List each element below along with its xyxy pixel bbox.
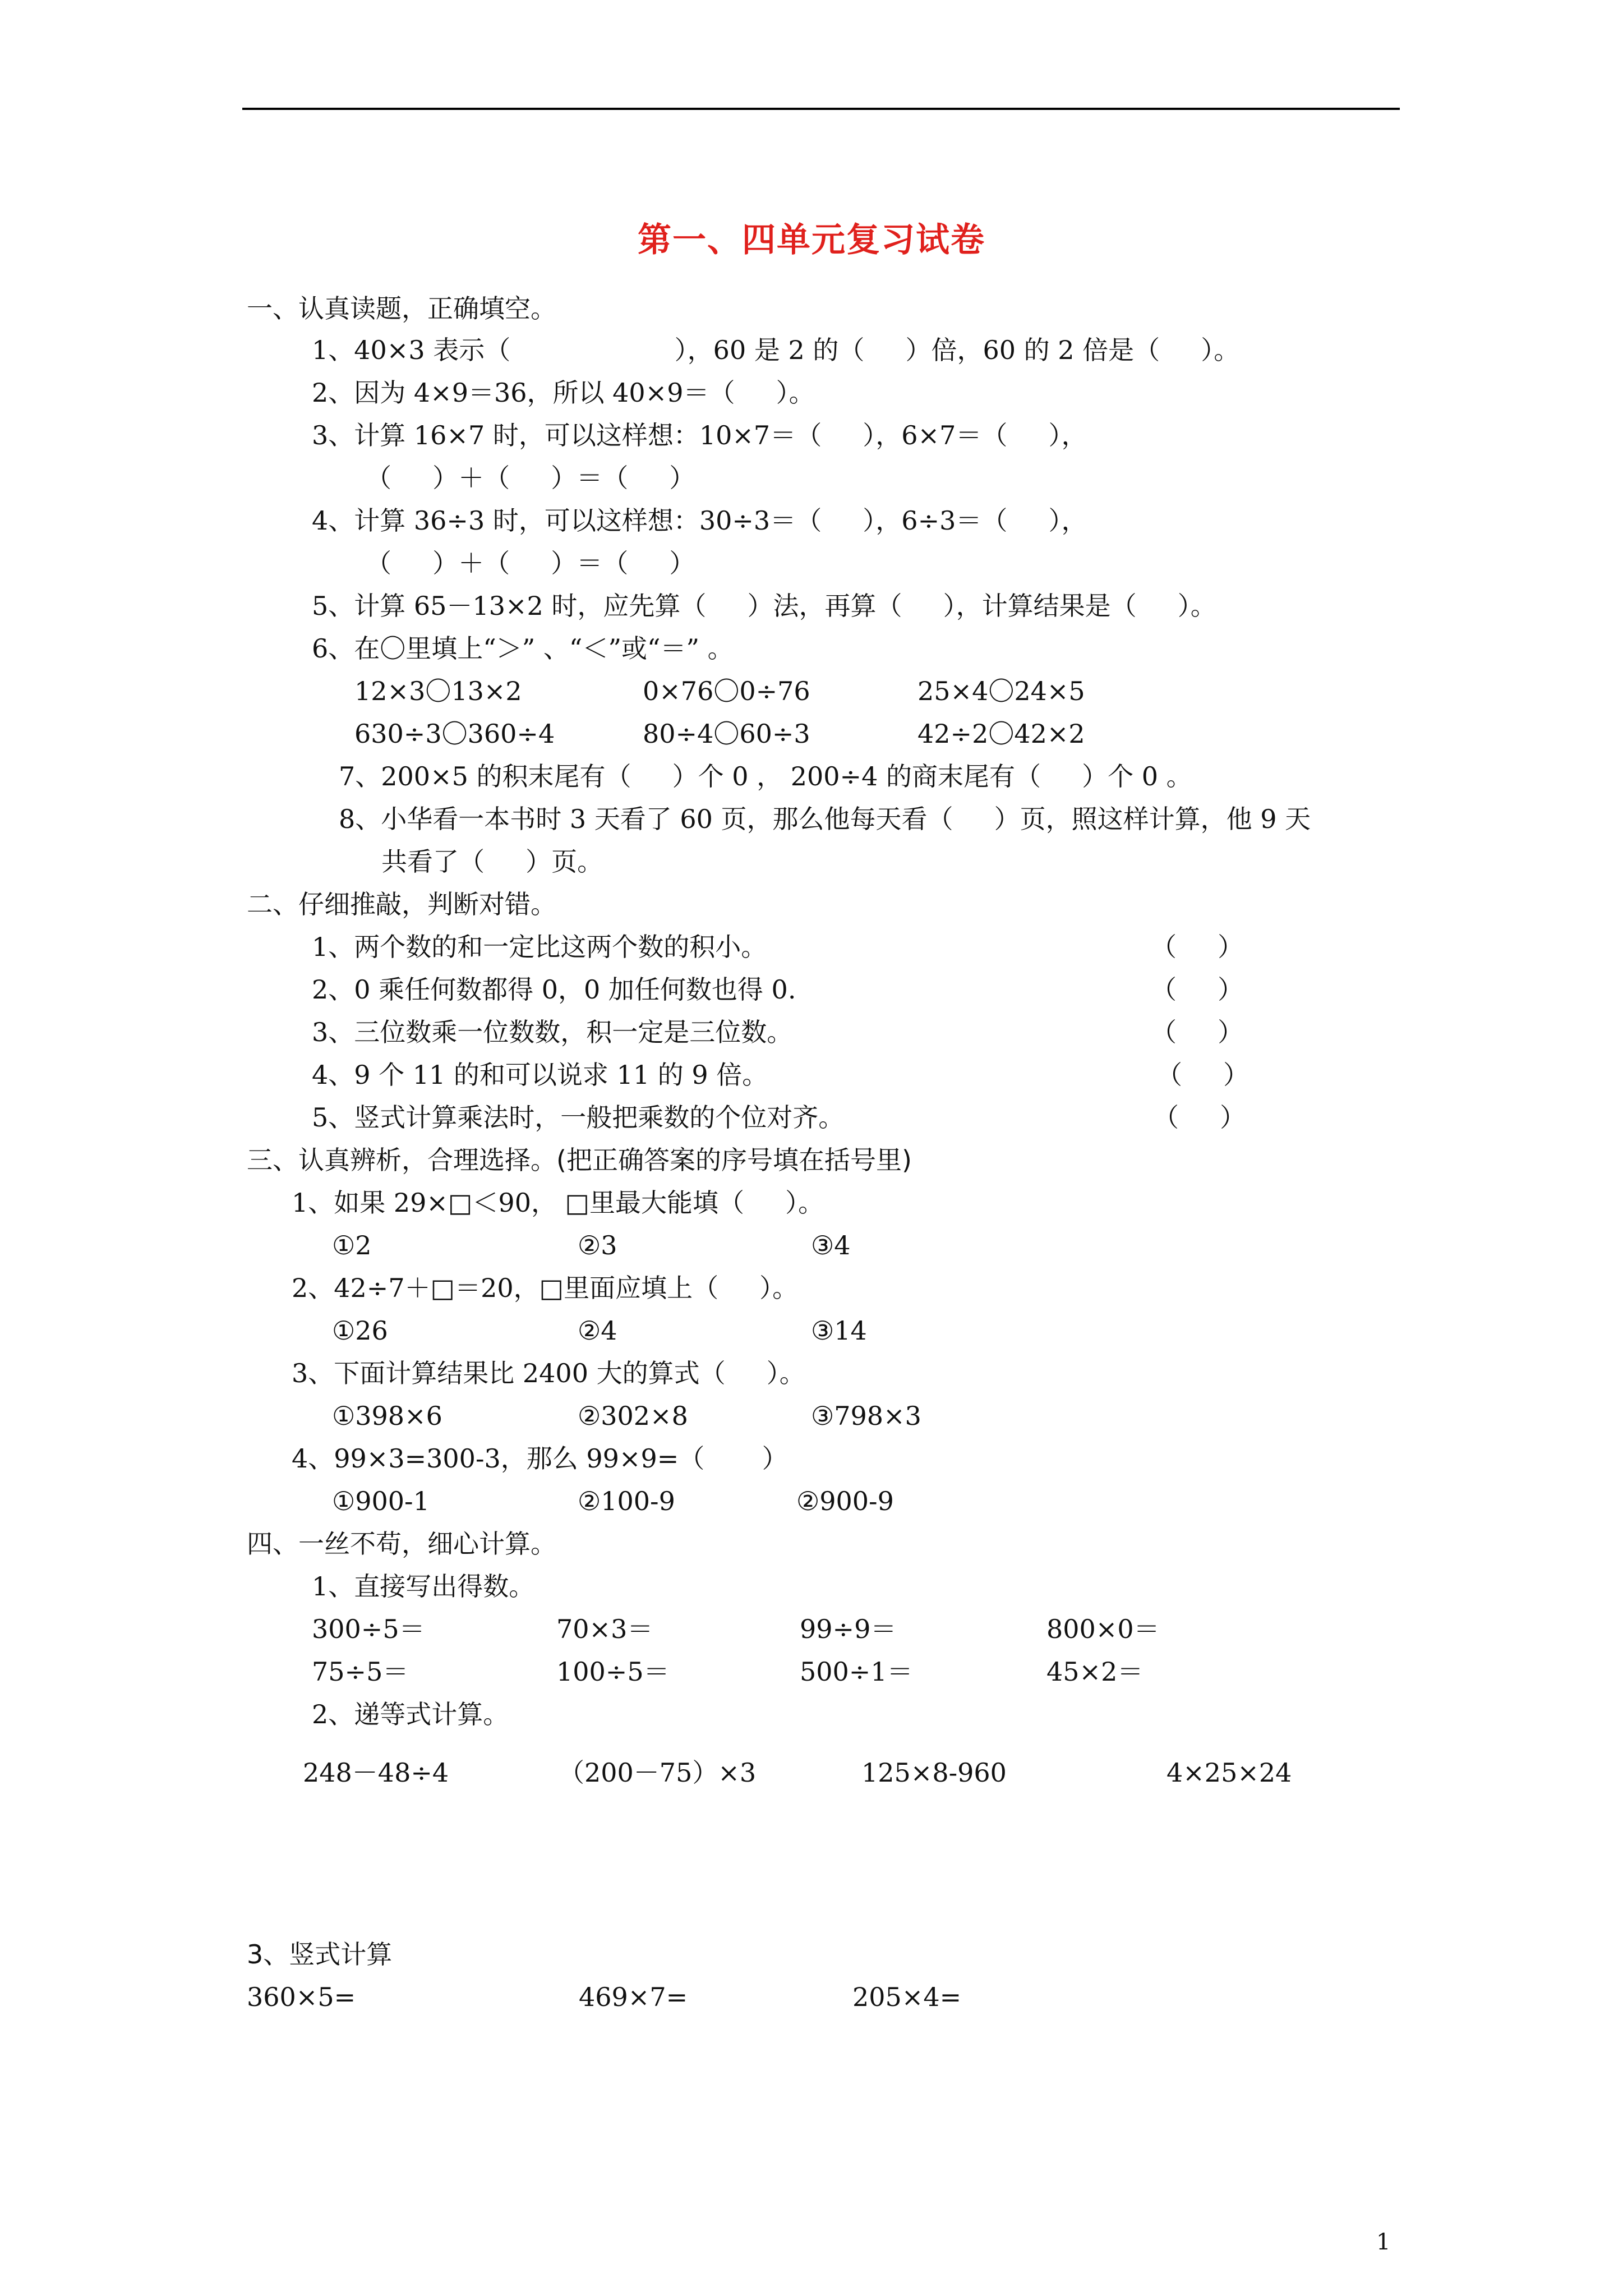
judge-item: 2、0 乘任何数都得 0，0 加任何数也得 0. <box>312 974 796 1005</box>
choice-question-2: 2、42÷7＋□＝20，□里面应填上（ ）。 <box>292 1273 799 1303</box>
choice-option: ②100-9 <box>578 1486 675 1516</box>
stepwise-item: 125×8-960 <box>861 1757 1007 1788</box>
section-3-heading: 三、认真辨析，合理选择。(把正确答案的序号填在括号里) <box>247 1145 912 1175</box>
s1-question-4-line2: （ ）＋（ ）＝（ ） <box>366 548 695 578</box>
calc-item: 500÷1＝ <box>800 1657 913 1687</box>
s1-question-3: 3、计算 16×7 时，可以这样想：10×7＝（ ），6×7＝（ ）， <box>312 420 1087 450</box>
header-rule <box>242 108 1400 110</box>
calc-part-1-label: 1、直接写出得数。 <box>312 1571 535 1602</box>
judge-item: 5、竖式计算乘法时，一般把乘数的个位对齐。 <box>312 1102 845 1133</box>
s1-question-7: 7、200×5 的积末尾有（ ）个 0 ， 200÷4 的商末尾有（ ）个 0 。 <box>339 761 1192 792</box>
compare-item: 25×4〇24×5 <box>917 676 1085 706</box>
stepwise-item: 4×25×24 <box>1166 1757 1292 1788</box>
choice-option: ②4 <box>578 1315 617 1346</box>
choice-option: ③14 <box>811 1315 867 1346</box>
choice-option: ②3 <box>578 1230 617 1260</box>
calc-part-3-label: 3、竖式计算 <box>247 1939 393 1970</box>
choice-option: ①900-1 <box>332 1486 430 1516</box>
judge-blank: （ ） <box>1156 1060 1249 1090</box>
choice-option: ③4 <box>811 1230 851 1260</box>
s1-question-1: 1、40×3 表示（ ），60 是 2 的（ ）倍，60 的 2 倍是（ ）。 <box>312 335 1240 365</box>
vertical-calc-item: 360×5= <box>247 1982 356 2012</box>
judge-blank: （ ） <box>1151 932 1244 962</box>
stepwise-item: （200－75）×3 <box>559 1757 757 1788</box>
calc-item: 75÷5＝ <box>312 1657 409 1687</box>
calc-item: 70×3＝ <box>556 1614 653 1644</box>
choice-question-3: 3、下面计算结果比 2400 大的算式（ ）。 <box>292 1358 805 1388</box>
choice-option: ②302×8 <box>578 1401 688 1431</box>
calc-item: 800×0＝ <box>1046 1614 1160 1644</box>
s1-question-5: 5、计算 65－13×2 时，应先算（ ）法，再算（ ），计算结果是（ ）。 <box>312 591 1216 621</box>
s1-question-2: 2、因为 4×9＝36，所以 40×9＝（ ）。 <box>312 378 815 408</box>
judge-item: 1、两个数的和一定比这两个数的积小。 <box>312 932 767 962</box>
calc-item: 300÷5＝ <box>312 1614 425 1644</box>
s1-question-3-line2: （ ）＋（ ）＝（ ） <box>366 463 695 493</box>
judge-item: 3、三位数乘一位数数，积一定是三位数。 <box>312 1017 793 1047</box>
stepwise-item: 248－48÷4 <box>303 1757 449 1788</box>
compare-item: 42÷2〇42×2 <box>917 719 1085 749</box>
compare-item: 80÷4〇60÷3 <box>643 719 810 749</box>
section-1-heading: 一、认真读题，正确填空。 <box>247 293 556 324</box>
s1-question-4: 4、计算 36÷3 时，可以这样想：30÷3＝（ ），6÷3＝（ ）， <box>312 505 1087 536</box>
section-2-heading: 二、仔细推敲，判断对错。 <box>247 889 556 919</box>
choice-question-4: 4、99×3=300-3，那么 99×9=（ ） <box>292 1443 788 1474</box>
judge-blank: （ ） <box>1151 974 1244 1005</box>
page-title: 第一、四单元复习试卷 <box>638 220 985 260</box>
vertical-calc-item: 469×7= <box>579 1982 688 2012</box>
section-4-heading: 四、一丝不苟，细心计算。 <box>247 1529 556 1559</box>
calc-item: 45×2＝ <box>1046 1657 1144 1687</box>
s1-question-8-line2: 共看了（ ）页。 <box>381 846 603 877</box>
choice-option: ③798×3 <box>811 1401 921 1431</box>
choice-option: ①398×6 <box>332 1401 442 1431</box>
judge-blank: （ ） <box>1151 1017 1244 1047</box>
judge-blank: （ ） <box>1153 1102 1246 1133</box>
compare-item: 12×3〇13×2 <box>354 676 522 706</box>
s1-question-8: 8、小华看一本书时 3 天看了 60 页，那么他每天看（ ）页，照这样计算，他 9 天 <box>339 804 1311 834</box>
choice-question-1: 1、如果 29×□＜90， □里最大能填（ ）。 <box>292 1188 824 1218</box>
calc-part-2-label: 2、递等式计算。 <box>312 1699 509 1729</box>
judge-item: 4、9 个 11 的和可以说求 11 的 9 倍。 <box>312 1060 768 1090</box>
compare-item: 0×76〇0÷76 <box>643 676 810 706</box>
vertical-calc-item: 205×4= <box>852 1982 962 2012</box>
choice-option: ①2 <box>332 1230 372 1260</box>
choice-option: ②900-9 <box>796 1486 894 1516</box>
calc-item: 99÷9＝ <box>800 1614 897 1644</box>
calc-item: 100÷5＝ <box>556 1657 670 1687</box>
compare-item: 630÷3〇360÷4 <box>354 719 555 749</box>
s1-question-6: 6、在〇里填上“＞” 、“＜”或“＝” 。 <box>312 633 734 664</box>
page-number: 1 <box>1376 2229 1391 2255</box>
choice-option: ①26 <box>332 1315 388 1346</box>
